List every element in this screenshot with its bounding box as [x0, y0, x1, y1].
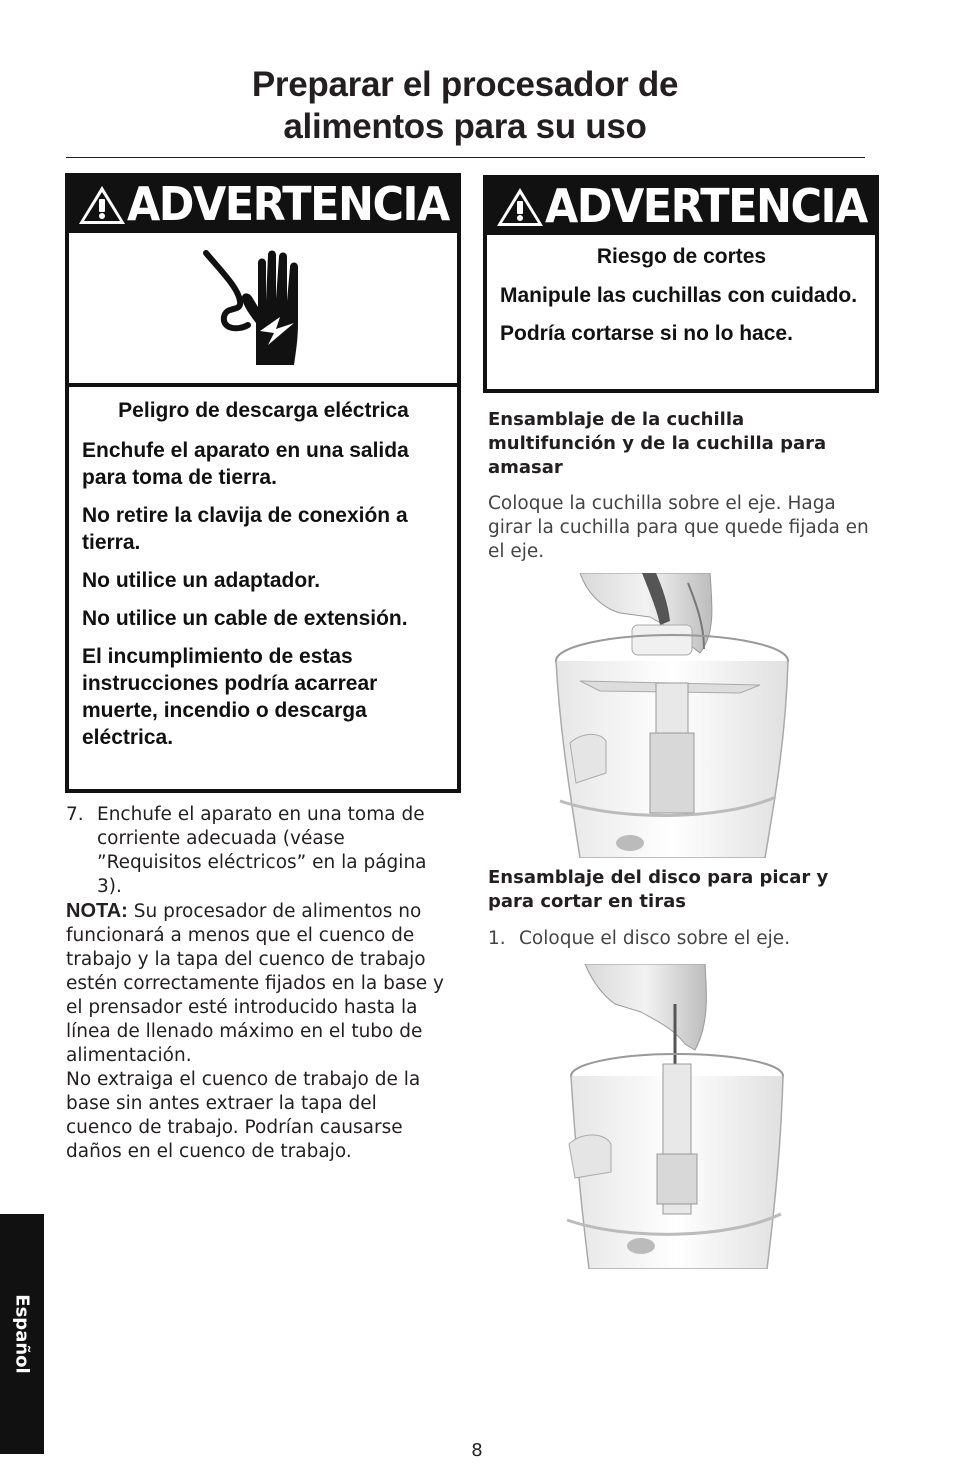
nota-label: NOTA:: [66, 900, 128, 922]
step-number: 1.: [488, 928, 506, 949]
section-step-disc: [488, 927, 873, 951]
section-text-blade: Coloque la cuchilla sobre el eje. Haga girar la cuchilla para que quede fijada en el eje.: [488, 493, 869, 562]
warning-header: [69, 177, 457, 233]
warning-header-text: ADVERTENCIA: [545, 180, 867, 234]
caution-paragraph: No extraiga el cuenco de trabajo de la base sin antes extraer la tapa del cuenco de trabajo. Podrían causarse daños en el cuenco de trabajo.: [66, 1069, 421, 1162]
left-column-text: [66, 803, 446, 1164]
page-title: [66, 64, 864, 148]
step-text: Coloque el disco sobre el eje.: [519, 928, 791, 949]
warning-header: [487, 179, 875, 235]
warning-line: Manipule las cuchillas con cuidado.: [500, 284, 858, 307]
blade-assembly-illustration: [540, 573, 805, 858]
language-tab: [0, 1214, 44, 1454]
warning-line: No utilice un adaptador.: [82, 569, 321, 592]
language-tab-label: Español: [11, 1294, 33, 1374]
section-heading-blade: Ensamblaje de la cuchilla multifunción y de la cuchilla para amasar: [488, 409, 827, 478]
warning-line: El incumplimiento de estas instrucciones podría acarrear muerte, incendio o descarga eléctrica.: [82, 645, 378, 749]
warning-line: No utilice un cable de extensión.: [82, 607, 408, 630]
page-number: 8: [471, 1440, 483, 1461]
nota-paragraph: [66, 899, 446, 1068]
cut-hazard-warning-box: [483, 175, 879, 393]
step-text: Enchufe el aparato en una toma de corriente adecuada (véase ”Requisitos eléctricos” en la página 3).: [97, 804, 427, 897]
section-heading-disc: Ensamblaje del disco para picar y para cortar en tiras: [488, 867, 829, 912]
step-number: 7.: [66, 804, 84, 825]
warning-subtitle: Riesgo de cortes: [596, 245, 767, 268]
warning-line: Enchufe el aparato en una salida para toma de tierra.: [82, 439, 409, 489]
warning-body: [69, 387, 457, 751]
warning-line: No retire la clavija de conexión a tierra.: [82, 504, 408, 554]
page-title-line1: Preparar el procesador de: [251, 65, 679, 104]
warning-body: [487, 235, 875, 347]
electric-shock-hand-icon: [198, 243, 328, 373]
warning-triangle-icon: [495, 186, 545, 228]
warning-triangle-icon: [77, 184, 127, 226]
step-item: [66, 803, 446, 899]
page-title-line2: alimentos para su uso: [283, 107, 647, 146]
electric-shock-pictogram: [69, 233, 457, 383]
warning-subtitle: Peligro de descarga eléctrica: [118, 399, 409, 422]
title-divider: [66, 157, 865, 158]
nota-text: Su procesador de alimentos no funcionará a menos que el cuenco de trabajo y la tapa del cuenco de trabajo estén correctamente fijados en la base y el prensador esté introducido hasta la línea de llenado máximo en el tubo de alimentación.: [66, 901, 445, 1066]
warning-header-text: ADVERTENCIA: [127, 178, 449, 232]
electric-shock-warning-box: [65, 173, 461, 793]
disc-assembly-illustration: [545, 964, 810, 1269]
warning-line: Podría cortarse si no lo hace.: [500, 322, 793, 345]
